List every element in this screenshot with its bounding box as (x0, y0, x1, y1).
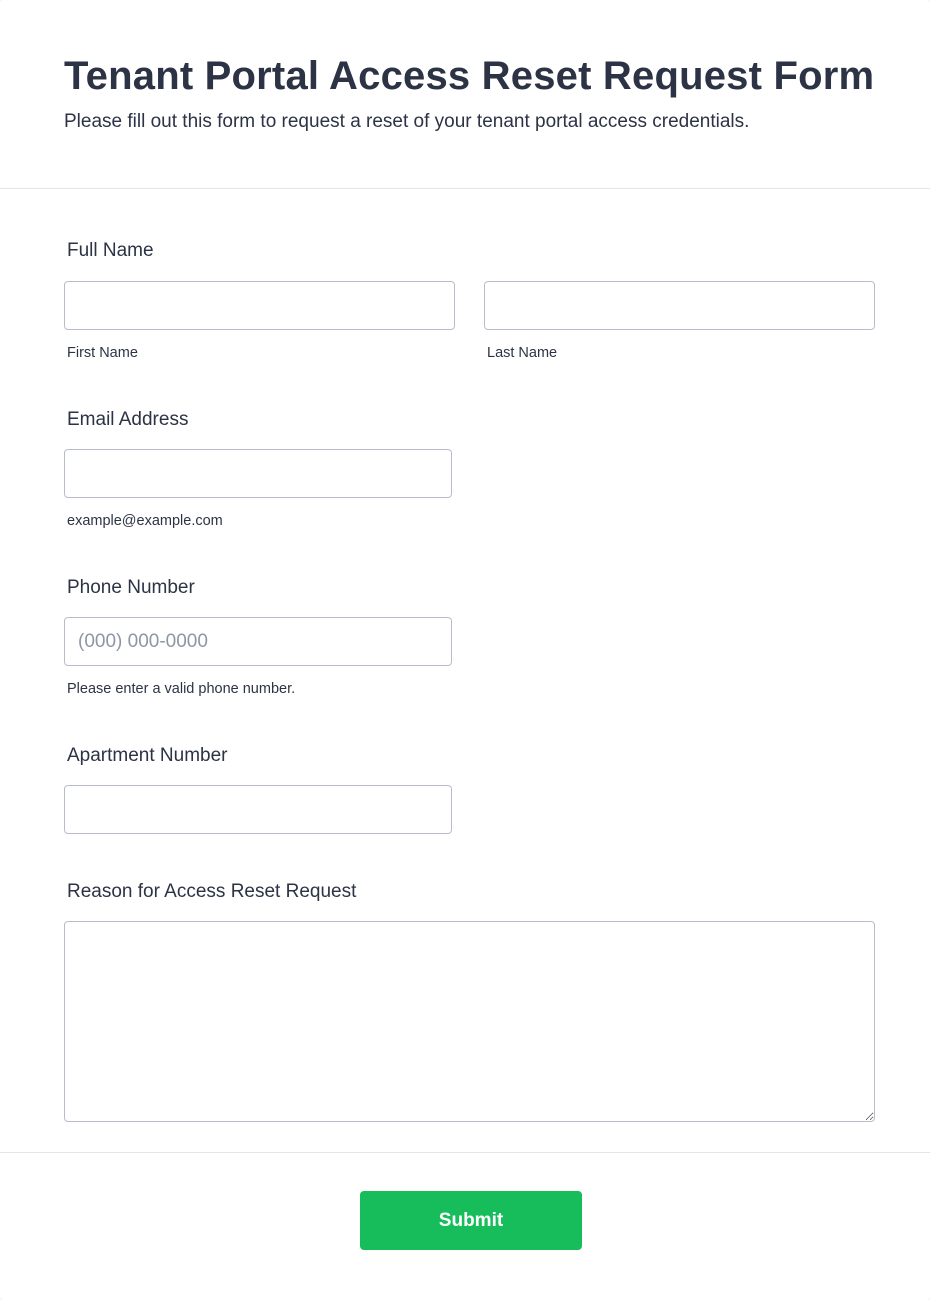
form-subtitle: Please fill out this form to request a reset of your tenant portal access credentials. (64, 111, 750, 132)
reason-label: Reason for Access Reset Request (67, 881, 357, 902)
email-input[interactable] (64, 449, 452, 498)
form-header (0, 0, 930, 189)
last-name-sublabel: Last Name (487, 345, 558, 361)
phone-input[interactable] (64, 617, 452, 666)
email-sublabel: example@example.com (67, 513, 223, 529)
form-title: Tenant Portal Access Reset Request Form (64, 54, 875, 98)
first-name-sublabel: First Name (67, 345, 138, 361)
first-name-input[interactable] (64, 281, 455, 330)
reason-textarea[interactable] (64, 921, 875, 1122)
full-name-label: Full Name (67, 240, 154, 261)
apartment-input[interactable] (64, 785, 452, 834)
apartment-label: Apartment Number (67, 745, 228, 766)
footer-divider (0, 1152, 930, 1153)
email-label: Email Address (67, 409, 189, 430)
phone-label: Phone Number (67, 577, 195, 598)
submit-button[interactable]: Submit (360, 1191, 582, 1250)
last-name-input[interactable] (484, 281, 875, 330)
phone-sublabel: Please enter a valid phone number. (67, 681, 296, 697)
